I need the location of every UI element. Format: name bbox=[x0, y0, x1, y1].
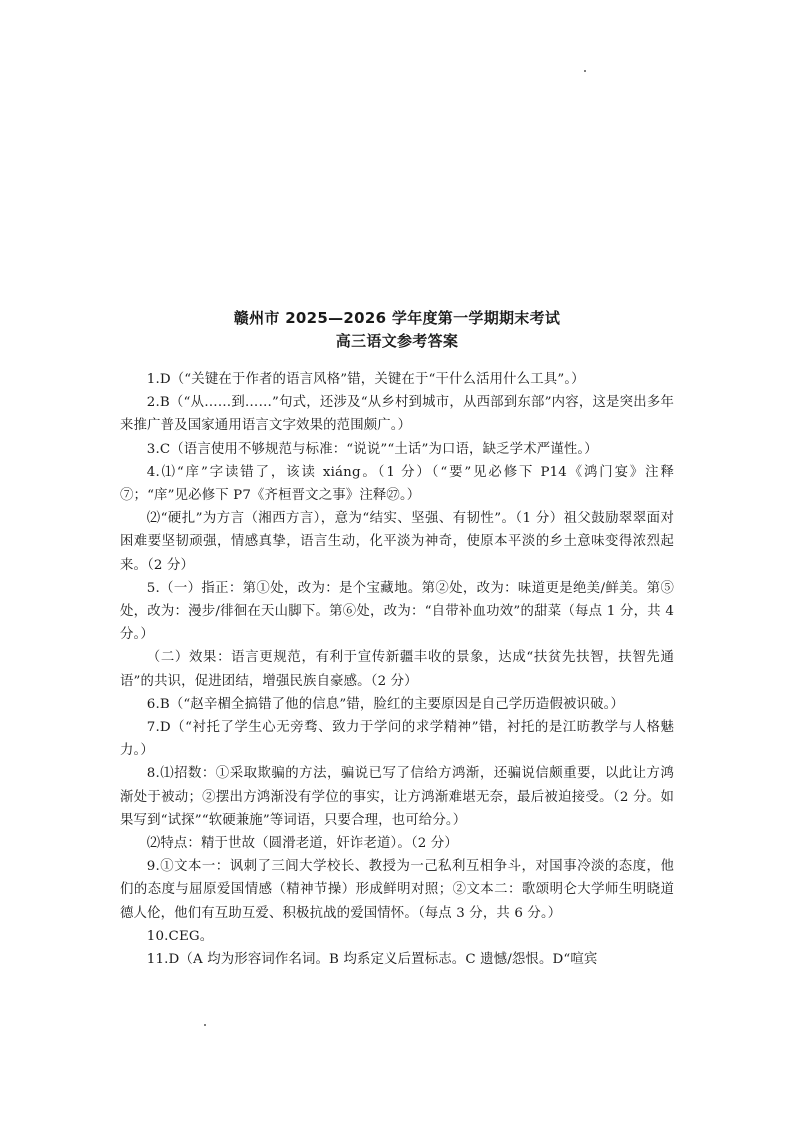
answer-list bbox=[120, 368, 674, 971]
answer-q4-part2: ⑵“硬扎”为方言（湘西方言），意为“结实、坚强、有韧性”。（1 分）祖父鼓励翠翠面对困难要坚韧顽强，情感真挚，语言生动，化平淡为神奇，使原本平淡的乡土意味变得浓烈起来。（2 分） bbox=[120, 511, 674, 573]
answer-q10: 10.CEG。 bbox=[146, 928, 214, 944]
speck-mark bbox=[204, 1024, 206, 1026]
speck-mark bbox=[584, 70, 586, 72]
answer-q5-part2: （二）效果：语言更规范，有利于宣传新疆丰收的景象，达成“扶贫先扶智，扶智先通语”的共识，促进团结，增强民族自豪感。（2 分） bbox=[120, 650, 674, 689]
answer-q6: 6.B（“赵辛楣全搞错了他的信息”错，脸红的主要原因是自己学历造假被识破。） bbox=[146, 696, 624, 712]
exam-title: 赣州市 2025—2026 学年度第一学期期末考试 bbox=[233, 309, 561, 327]
answer-q7: 7.D（“衬托了学生心无旁骛、致力于学问的求学精神”错，衬托的是江昉教学与人格魅力。） bbox=[120, 720, 674, 759]
answer-key-subtitle: 高三语文参考答案 bbox=[335, 332, 459, 350]
answer-q3: 3.C（语言使用不够规范与标准：“说说”“土话”为口语，缺乏学术严谨性。） bbox=[146, 441, 598, 457]
answer-q11: 11.D（A 均为形容词作名词。B 均系定义后置标志。C 遗憾/怨恨。D“喧宾 bbox=[146, 952, 598, 968]
answer-q4-part1: 4.⑴“庠”字读错了，该读 xiáng。（1 分）（“要”见必修下 P14《鸿门宴》注释⑦；“庠”见必修下 P7《齐桓晋文之事》注释㉗。） bbox=[120, 464, 674, 504]
answer-q8-part1: 8.⑴招数：①采取欺骗的方法，骗说已写了信给方鸿渐，还骗说信颇重要，以此让方鸿渐处于被动；②摆出方鸿渐没有学位的事实，让方鸿渐难堪无奈，最后被迫接受。（2 分。如果写到“试探”“软硬兼施”等词语，只要合理，也可给分。） bbox=[120, 766, 674, 828]
answer-q5-part1: 5.（一）指正：第①处，改为：是个宝藏地。第②处，改为：味道更是绝美/鲜美。第⑤处，改为：漫步/徘徊在天山脚下。第⑥处，改为：“自带补血功效”的甜菜（每点 1 分，共 4 分。） bbox=[120, 580, 674, 643]
answer-q1: 1.D（“关键在于作者的语言风格”错，关键在于“干什么活用什么工具”。） bbox=[146, 372, 585, 387]
answer-q9: 9.①文本一：讽刺了三闾大学校长、教授为一己私利互相争斗，对国事冷淡的态度，他们的态度与屈原爱国情感（精神节操）形成鲜明对照；②文本二：歌颂明仑大学师生明晓道德人伦，他们有互助互爱、积极抗战的爱国情怀。（每点 3 分，共 6 分。） bbox=[120, 859, 674, 921]
answer-q2: 2.B（“从……到……”句式，还涉及“从乡村到城市，从西部到东部”内容，这是突出多年来推广普及国家通用语言文字效果的范围颇广。） bbox=[120, 395, 674, 434]
answer-q8-part2: ⑵特点：精于世故（圆滑老道，奸诈老道）。（2 分） bbox=[146, 836, 458, 852]
